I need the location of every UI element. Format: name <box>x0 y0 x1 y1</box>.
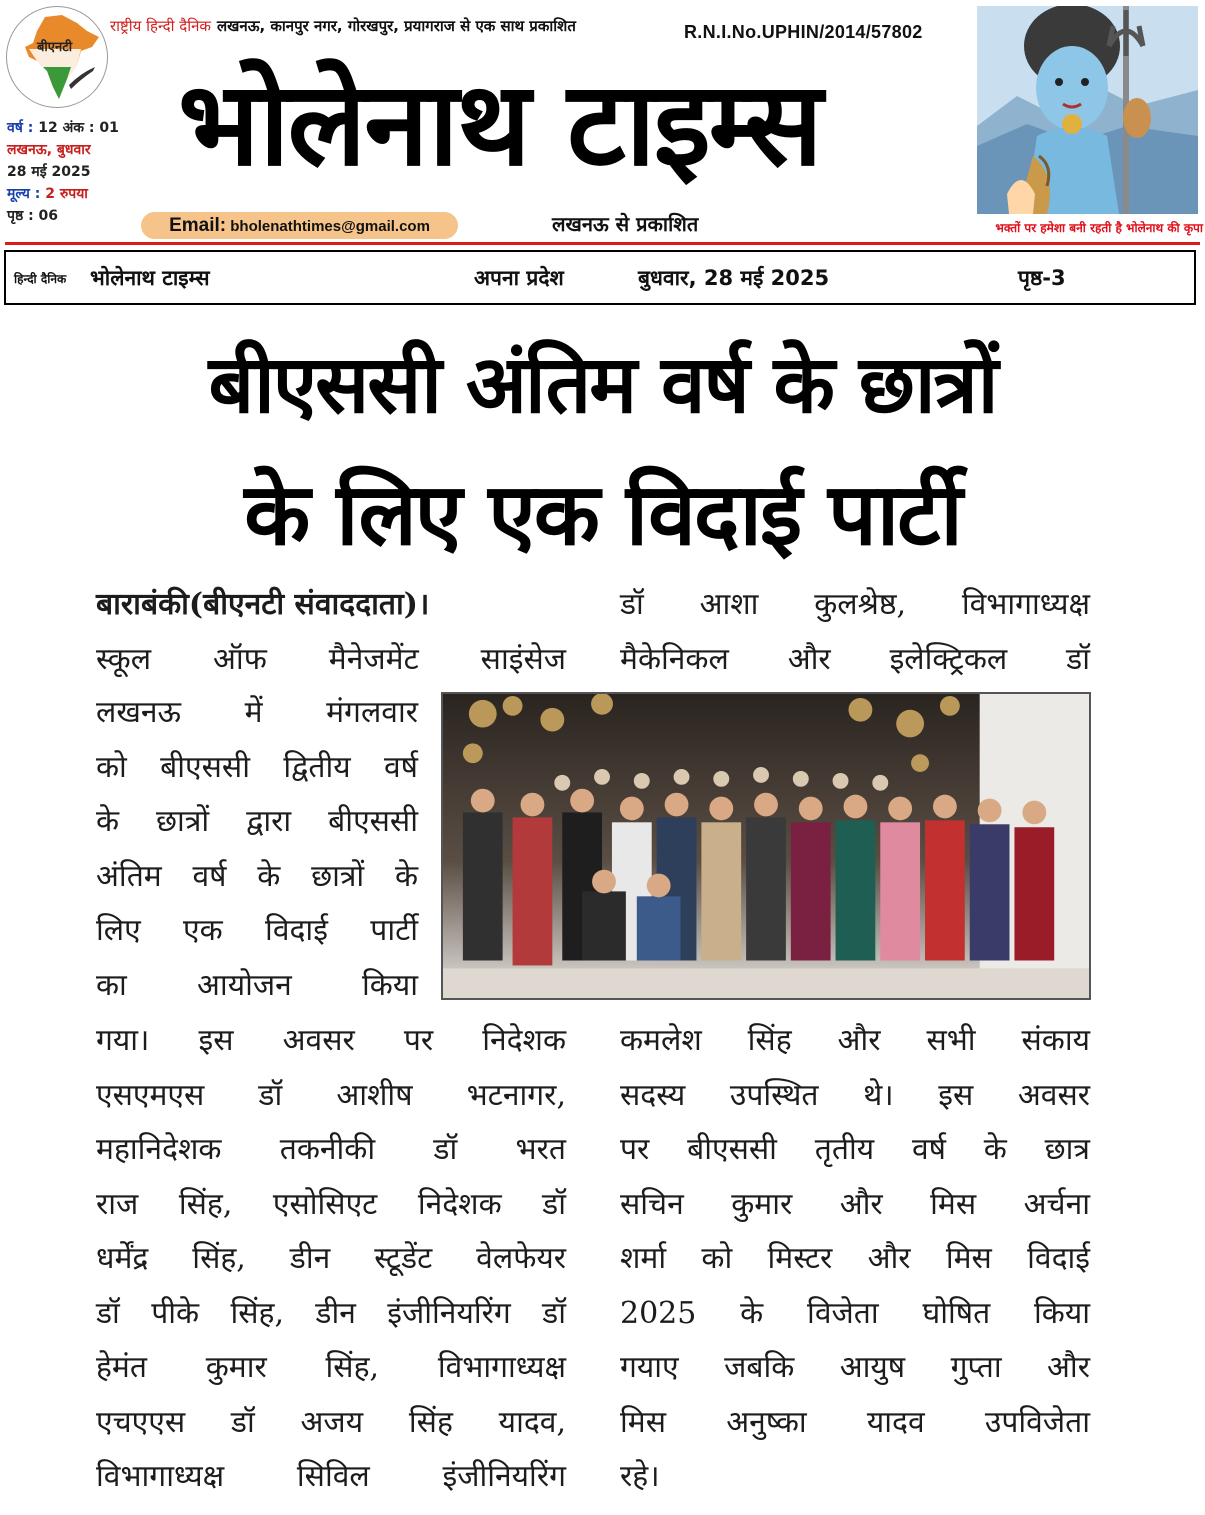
tagline: भक्तों पर हमेशा बनी रहती है भोलेनाथ की कृपा <box>995 221 1203 235</box>
body-line: सदस्य उपस्थित थे। इस अवसर <box>620 1077 1090 1113</box>
editions-label: लखनऊ, कानपुर नगर, गोरखपुर, प्रयागराज से एक साथ प्रकाशित <box>216 17 576 35</box>
email-pill[interactable] <box>141 212 458 239</box>
page-count: पृष्ठ : 06 <box>7 208 59 224</box>
body-line: लखनऊ में मंगलवार <box>96 695 418 730</box>
body-line: डॉ पीके सिंह, डीन इंजीनियरिंग डॉ <box>96 1295 566 1331</box>
group-photo-image <box>443 694 1089 998</box>
body-line: राज सिंह, एसोसिएट निदेशक डॉ <box>96 1186 566 1222</box>
body-line: लिए एक विदाई पार्टी <box>96 913 418 948</box>
top-line <box>110 16 576 36</box>
column-1-bottom <box>96 1014 566 1505</box>
band-paper-small: हिन्दी दैनिक <box>14 272 67 286</box>
india-map-logo-icon <box>7 7 107 107</box>
body-line: मिस अनुष्का यादव उपविजेता <box>620 1404 1090 1440</box>
band-section: अपना प्रदेश <box>474 266 564 290</box>
column-2-bottom <box>620 1014 1090 1505</box>
year-issue-value: 12 अंक : 01 <box>38 120 119 136</box>
band-page-number: पृष्ठ-3 <box>1018 266 1066 290</box>
headline-line-2: के लिए एक विदाई पार्टी <box>244 465 961 565</box>
masthead-divider <box>5 242 1200 245</box>
body-line: को बीएससी द्वितीय वर्ष <box>96 749 418 785</box>
body-line: हेमंत कुमार सिंह, विभागाध्यक्ष <box>96 1350 566 1385</box>
body-line: महानिदेशक तकनीकी डॉ भरत <box>96 1132 566 1167</box>
body-line: 2025 के विजेता घोषित किया <box>620 1295 1090 1331</box>
column-2-top <box>620 578 1090 687</box>
body-line: डॉ आशा कुलश्रेष्ठ, विभागाध्यक्ष <box>620 587 1090 622</box>
dateline: बाराबंकी(बीएनटी संवाददाता)। <box>96 587 430 622</box>
body-line: एचएएस डॉ अजय सिंह यादव, <box>96 1404 566 1440</box>
farewell-group-photo <box>441 692 1091 1000</box>
year-issue-label: वर्ष : <box>7 120 34 136</box>
shiva-illustration-icon <box>977 6 1198 214</box>
headline-line-1: बीएससी अंतिम वर्ष के छात्रों <box>208 338 997 431</box>
body-line: स्कूल ऑफ मैनेजमेंट साइंसेज <box>96 641 566 677</box>
issue-meta <box>7 117 147 227</box>
shiva-image <box>977 6 1198 214</box>
band-paper-name: भोलेनाथ टाइम्स <box>90 266 210 290</box>
body-line: पर बीएससी तृतीय वर्ष के छात्र <box>620 1132 1090 1167</box>
city-day: लखनऊ, बुधवार <box>7 142 91 158</box>
newspaper-title: भोलेनाथ टाइम्स <box>178 57 821 192</box>
masthead <box>0 0 1205 244</box>
column-1-narrow <box>96 686 418 1013</box>
newspaper-logo <box>6 6 108 108</box>
body-line: धर्मेंद्र सिंह, डीन स्टूडेंट वेलफेयर <box>96 1241 566 1276</box>
email-label: Email: <box>169 215 227 236</box>
svg-text:बीएनटी: बीएनटी <box>37 40 73 55</box>
body-line: विभागाध्यक्ष सिविल इंजीनियरिंग <box>96 1459 566 1494</box>
issue-date: 28 मई 2025 <box>7 164 91 180</box>
body-line: का आयोजन किया <box>96 967 418 1003</box>
rni-number: R.N.I.No.UPHIN/2014/57802 <box>684 22 923 42</box>
body-line: मैकेनिकल और इलेक्ट्रिकल डॉ <box>620 641 1090 677</box>
page-band <box>4 250 1196 305</box>
price-value: 2 रुपया <box>45 186 88 202</box>
body-line: गया। इस अवसर पर निदेशक <box>96 1023 566 1058</box>
column-1-top <box>96 578 566 687</box>
band-date: बुधवार, 28 मई 2025 <box>638 266 830 290</box>
body-line: शर्मा को मिस्टर और मिस विदाई <box>620 1241 1090 1276</box>
body-line: गयाए जबकि आयुष गुप्ता और <box>620 1350 1090 1385</box>
price-label: मूल्य : <box>7 186 41 202</box>
national-daily-label: राष्ट्रीय हिन्दी दैनिक <box>110 17 211 35</box>
body-line: अंतिम वर्ष के छात्रों के <box>96 858 418 894</box>
body-line: रहे। <box>620 1459 660 1494</box>
body-line: सचिन कुमार और मिस अर्चना <box>620 1186 1090 1222</box>
email-address[interactable]: bholenathtimes@gmail.com <box>230 218 430 235</box>
body-line: के छात्रों द्वारा बीएससी <box>96 804 418 839</box>
body-line: कमलेश सिंह और सभी संकाय <box>620 1023 1090 1058</box>
body-line: एसएमएस डॉ आशीष भटनागर, <box>96 1077 566 1113</box>
published-from: लखनऊ से प्रकाशित <box>552 212 699 236</box>
